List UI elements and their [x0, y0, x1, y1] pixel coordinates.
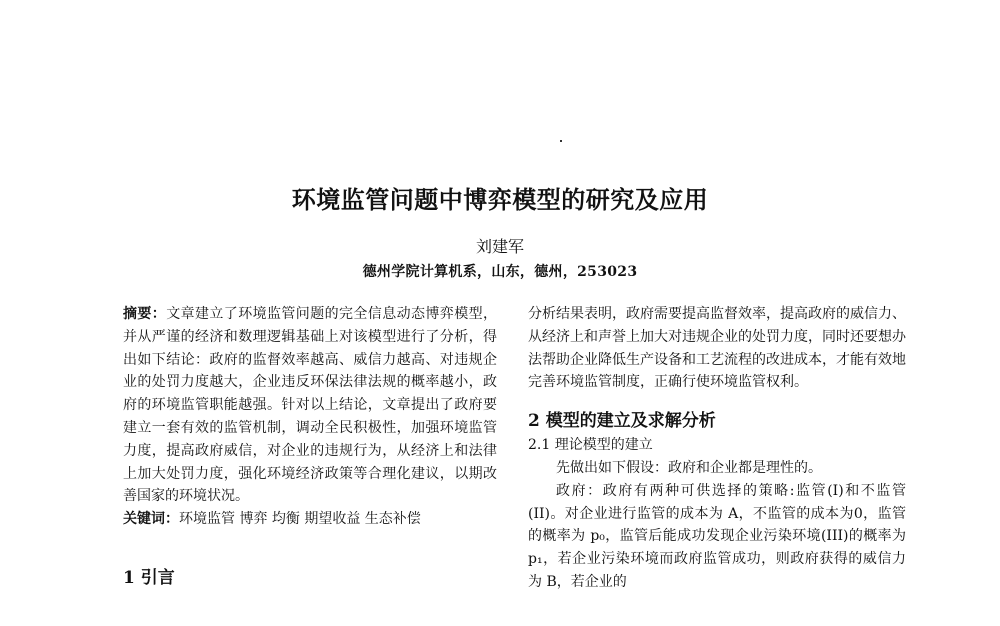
section-2-heading: 2 模型的建立及求解分析	[528, 411, 716, 432]
keywords-text: 环境监管 博弈 均衡 期望收益 生态补偿	[179, 511, 421, 528]
keywords-label: 关键词：	[123, 511, 179, 528]
abstract-label: 摘要：	[123, 306, 167, 322]
section-1-heading: 1 引言	[123, 567, 175, 588]
abstract-text: 文章建立了环境监管问题的完全信息动态博弈模型，并从严谨的经济和数理逻辑基础上对该模型进行了分析，得出如下结论：政府的监督效率越高、威信力越高、对违规企业的处罚力度越大，企业违反环保法律法规的概率越小，政府的环境监管职能越强。针对以上结论，文章提出了政府要建立一套有效的监管机制，调动全民积极性，加强环境监管力度，提高政府威信，对企业的违规行为，从经济上和法律上加大处罚力度，强化环境经济政策等合理化建议，以期改善国家的环境状况。	[123, 306, 498, 505]
section-2-1-heading: 2.1 理论模型的建立	[528, 437, 653, 454]
keywords-line	[123, 508, 497, 531]
intro-continuation: 分析结果表明，政府需要提高监督效率，提高政府的威信力、从经济上和声誉上加大对违规企业的处罚力度，同时还要想办法帮助企业降低生产设备和工艺流程的改进成本，才能有效地完善环境监管制度，正确行使环境监管权利。	[528, 306, 906, 391]
scan-speck	[560, 140, 562, 142]
author-affiliation: 德州学院计算机系，山东，德州，253023	[362, 264, 638, 280]
author-name: 刘建军	[475, 237, 524, 256]
paper-title: 环境监管问题中博弈模型的研究及应用	[291, 185, 709, 214]
left-column	[123, 303, 497, 590]
abstract-paragraph	[123, 303, 497, 508]
right-column	[528, 303, 906, 594]
assumption-paragraph: 先做出如下假设：政府和企业都是理性的。	[556, 459, 822, 476]
government-paragraph: 政府：政府有两种可供选择的策略:监管(I)和不监管(II)。对企业进行监管的成本为 A，不监管的成本为0，监管的概率为 p₀，监管后能成功发现企业污染环境(III)的概率为 p₁，若企业污染环境而政府监管成功，则政府获得的威信力为 B，若企业的	[528, 482, 906, 590]
